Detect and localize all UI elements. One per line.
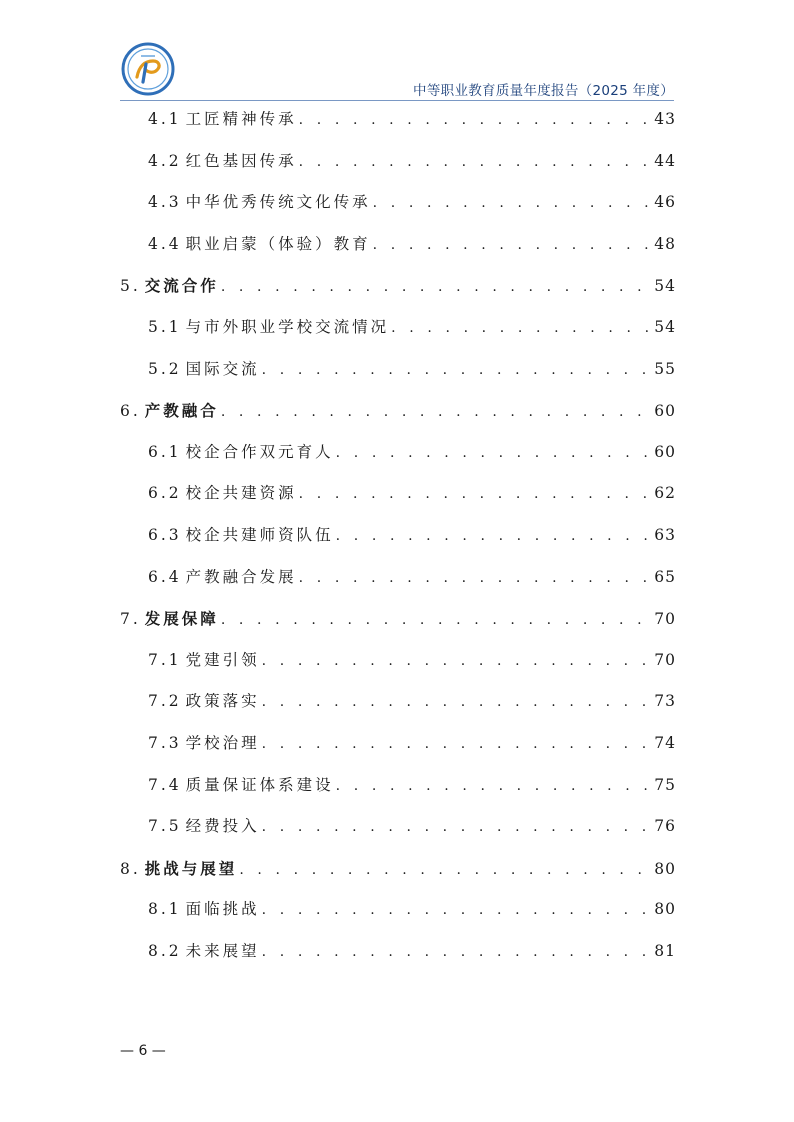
toc-subsection-entry[interactable] [120,765,676,807]
toc-section-entry[interactable] [120,598,676,640]
toc-entry-title: 政策落实 [185,692,260,711]
toc-entry-page: 70 [654,650,676,669]
toc-entry-title: 发展保障 [144,609,219,629]
toc-dot-leader [373,183,649,225]
toc-dot-leader [299,142,649,184]
toc-entry-page: 48 [654,234,676,253]
toc-entry-title: 产教融合 [144,401,219,421]
toc-entry-title: 党建引领 [185,650,260,669]
toc-entry-page: 55 [654,359,676,378]
toc-dot-leader [262,682,649,724]
toc-dot-leader [299,100,649,142]
toc-dot-leader [262,350,649,392]
toc-entry-page: 80 [654,900,676,919]
toc-entry-page: 54 [654,277,676,296]
toc-entry-page: 74 [654,733,676,752]
toc-dot-leader [262,641,649,683]
school-emblem-icon [121,42,175,96]
toc-dot-leader [262,932,649,974]
toc-subsection-entry[interactable] [120,99,676,141]
toc-entry-number: 8.1 [148,900,182,919]
toc-subsection-entry[interactable] [120,806,676,848]
toc-subsection-entry[interactable] [120,515,676,557]
toc-entry-title: 未来展望 [185,941,260,960]
toc-entry-number: 7. [120,610,141,629]
toc-section-entry[interactable] [120,848,676,890]
toc-subsection-entry[interactable] [120,307,676,349]
toc-entry-title: 校企共建资源 [185,484,297,503]
toc-entry-number: 4.4 [148,234,182,253]
toc-entry-number: 5.2 [148,359,182,378]
toc-dot-leader [373,225,649,267]
toc-entry-page: 70 [654,610,676,629]
toc-entry-page: 44 [654,151,676,170]
toc-entry-title: 与市外职业学校交流情况 [185,317,390,336]
toc-entry-page: 60 [654,442,676,461]
toc-entry-number: 6.1 [148,442,182,461]
toc-entry-page: 43 [654,110,676,128]
toc-dot-leader [391,308,648,350]
toc-subsection-entry[interactable] [120,349,676,391]
toc-entry-title: 校企合作双元育人 [185,442,334,461]
toc-dot-leader [221,267,648,309]
toc-entry-number: 4.3 [148,193,182,212]
toc-entry-page: 62 [654,484,676,503]
toc-entry-number: 6.4 [148,567,182,586]
toc-dot-leader [221,392,648,434]
toc-section-entry[interactable] [120,390,676,432]
toc-entry-title: 挑战与展望 [144,858,238,878]
toc-entry-number: 5. [120,277,141,296]
toc-entry-number: 4.1 [148,110,182,128]
toc-subsection-entry[interactable] [120,224,676,266]
toc-entry-number: 8. [120,859,141,878]
toc-entry-number: 7.2 [148,692,182,711]
toc-entry-number: 8.2 [148,941,182,960]
toc-dot-leader [336,433,649,475]
toc-entry-title: 交流合作 [144,276,219,296]
toc-entry-number: 4.2 [148,151,182,170]
toc-entry-title: 国际交流 [185,359,260,378]
table-of-contents [120,99,676,972]
toc-subsection-entry[interactable] [120,432,676,474]
toc-section-entry[interactable] [120,265,676,307]
toc-entry-title: 工匠精神传承 [185,110,297,128]
toc-dot-leader [299,474,649,516]
toc-subsection-entry[interactable] [120,141,676,183]
toc-entry-page: 46 [654,193,676,212]
toc-entry-title: 中华优秀传统文化传承 [185,193,371,212]
toc-subsection-entry[interactable] [120,931,676,973]
toc-entry-number: 6.2 [148,484,182,503]
toc-entry-number: 7.5 [148,817,182,836]
toc-dot-leader [239,850,648,892]
toc-entry-title: 经费投入 [185,817,260,836]
toc-dot-leader [336,766,649,808]
toc-dot-leader [262,724,649,766]
toc-entry-title: 职业启蒙（体验）教育 [185,234,371,253]
toc-entry-page: 60 [654,402,676,421]
toc-entry-page: 63 [654,525,676,544]
toc-entry-page: 54 [654,317,676,336]
toc-entry-title: 面临挑战 [185,900,260,919]
toc-dot-leader [221,600,648,642]
toc-dot-leader [262,890,649,932]
toc-entry-number: 5.1 [148,317,182,336]
toc-entry-title: 学校治理 [185,733,260,752]
toc-dot-leader [336,516,649,558]
toc-entry-number: 6. [120,402,141,421]
toc-entry-title: 质量保证体系建设 [185,775,334,794]
toc-subsection-entry[interactable] [120,473,676,515]
running-header-title: 中等职业教育质量年度报告（2025 年度） [413,83,674,99]
toc-subsection-entry[interactable] [120,889,676,931]
toc-entry-title: 红色基因传承 [185,151,297,170]
toc-dot-leader [299,558,649,600]
toc-entry-number: 7.3 [148,733,182,752]
toc-entry-title: 校企共建师资队伍 [185,525,334,544]
toc-subsection-entry[interactable] [120,681,676,723]
toc-subsection-entry[interactable] [120,182,676,224]
toc-entry-page: 73 [654,692,676,711]
toc-entry-page: 76 [654,817,676,836]
toc-subsection-entry[interactable] [120,640,676,682]
page-number: — 6 — [120,1043,166,1059]
toc-subsection-entry[interactable] [120,723,676,765]
toc-subsection-entry[interactable] [120,557,676,599]
toc-entry-page: 65 [654,567,676,586]
toc-entry-number: 6.3 [148,525,182,544]
toc-entry-page: 81 [654,941,676,960]
toc-dot-leader [262,807,649,849]
toc-entry-page: 80 [654,859,676,878]
toc-entry-title: 产教融合发展 [185,567,297,586]
toc-entry-number: 7.4 [148,775,182,794]
toc-entry-number: 7.1 [148,650,182,669]
toc-entry-page: 75 [654,775,676,794]
